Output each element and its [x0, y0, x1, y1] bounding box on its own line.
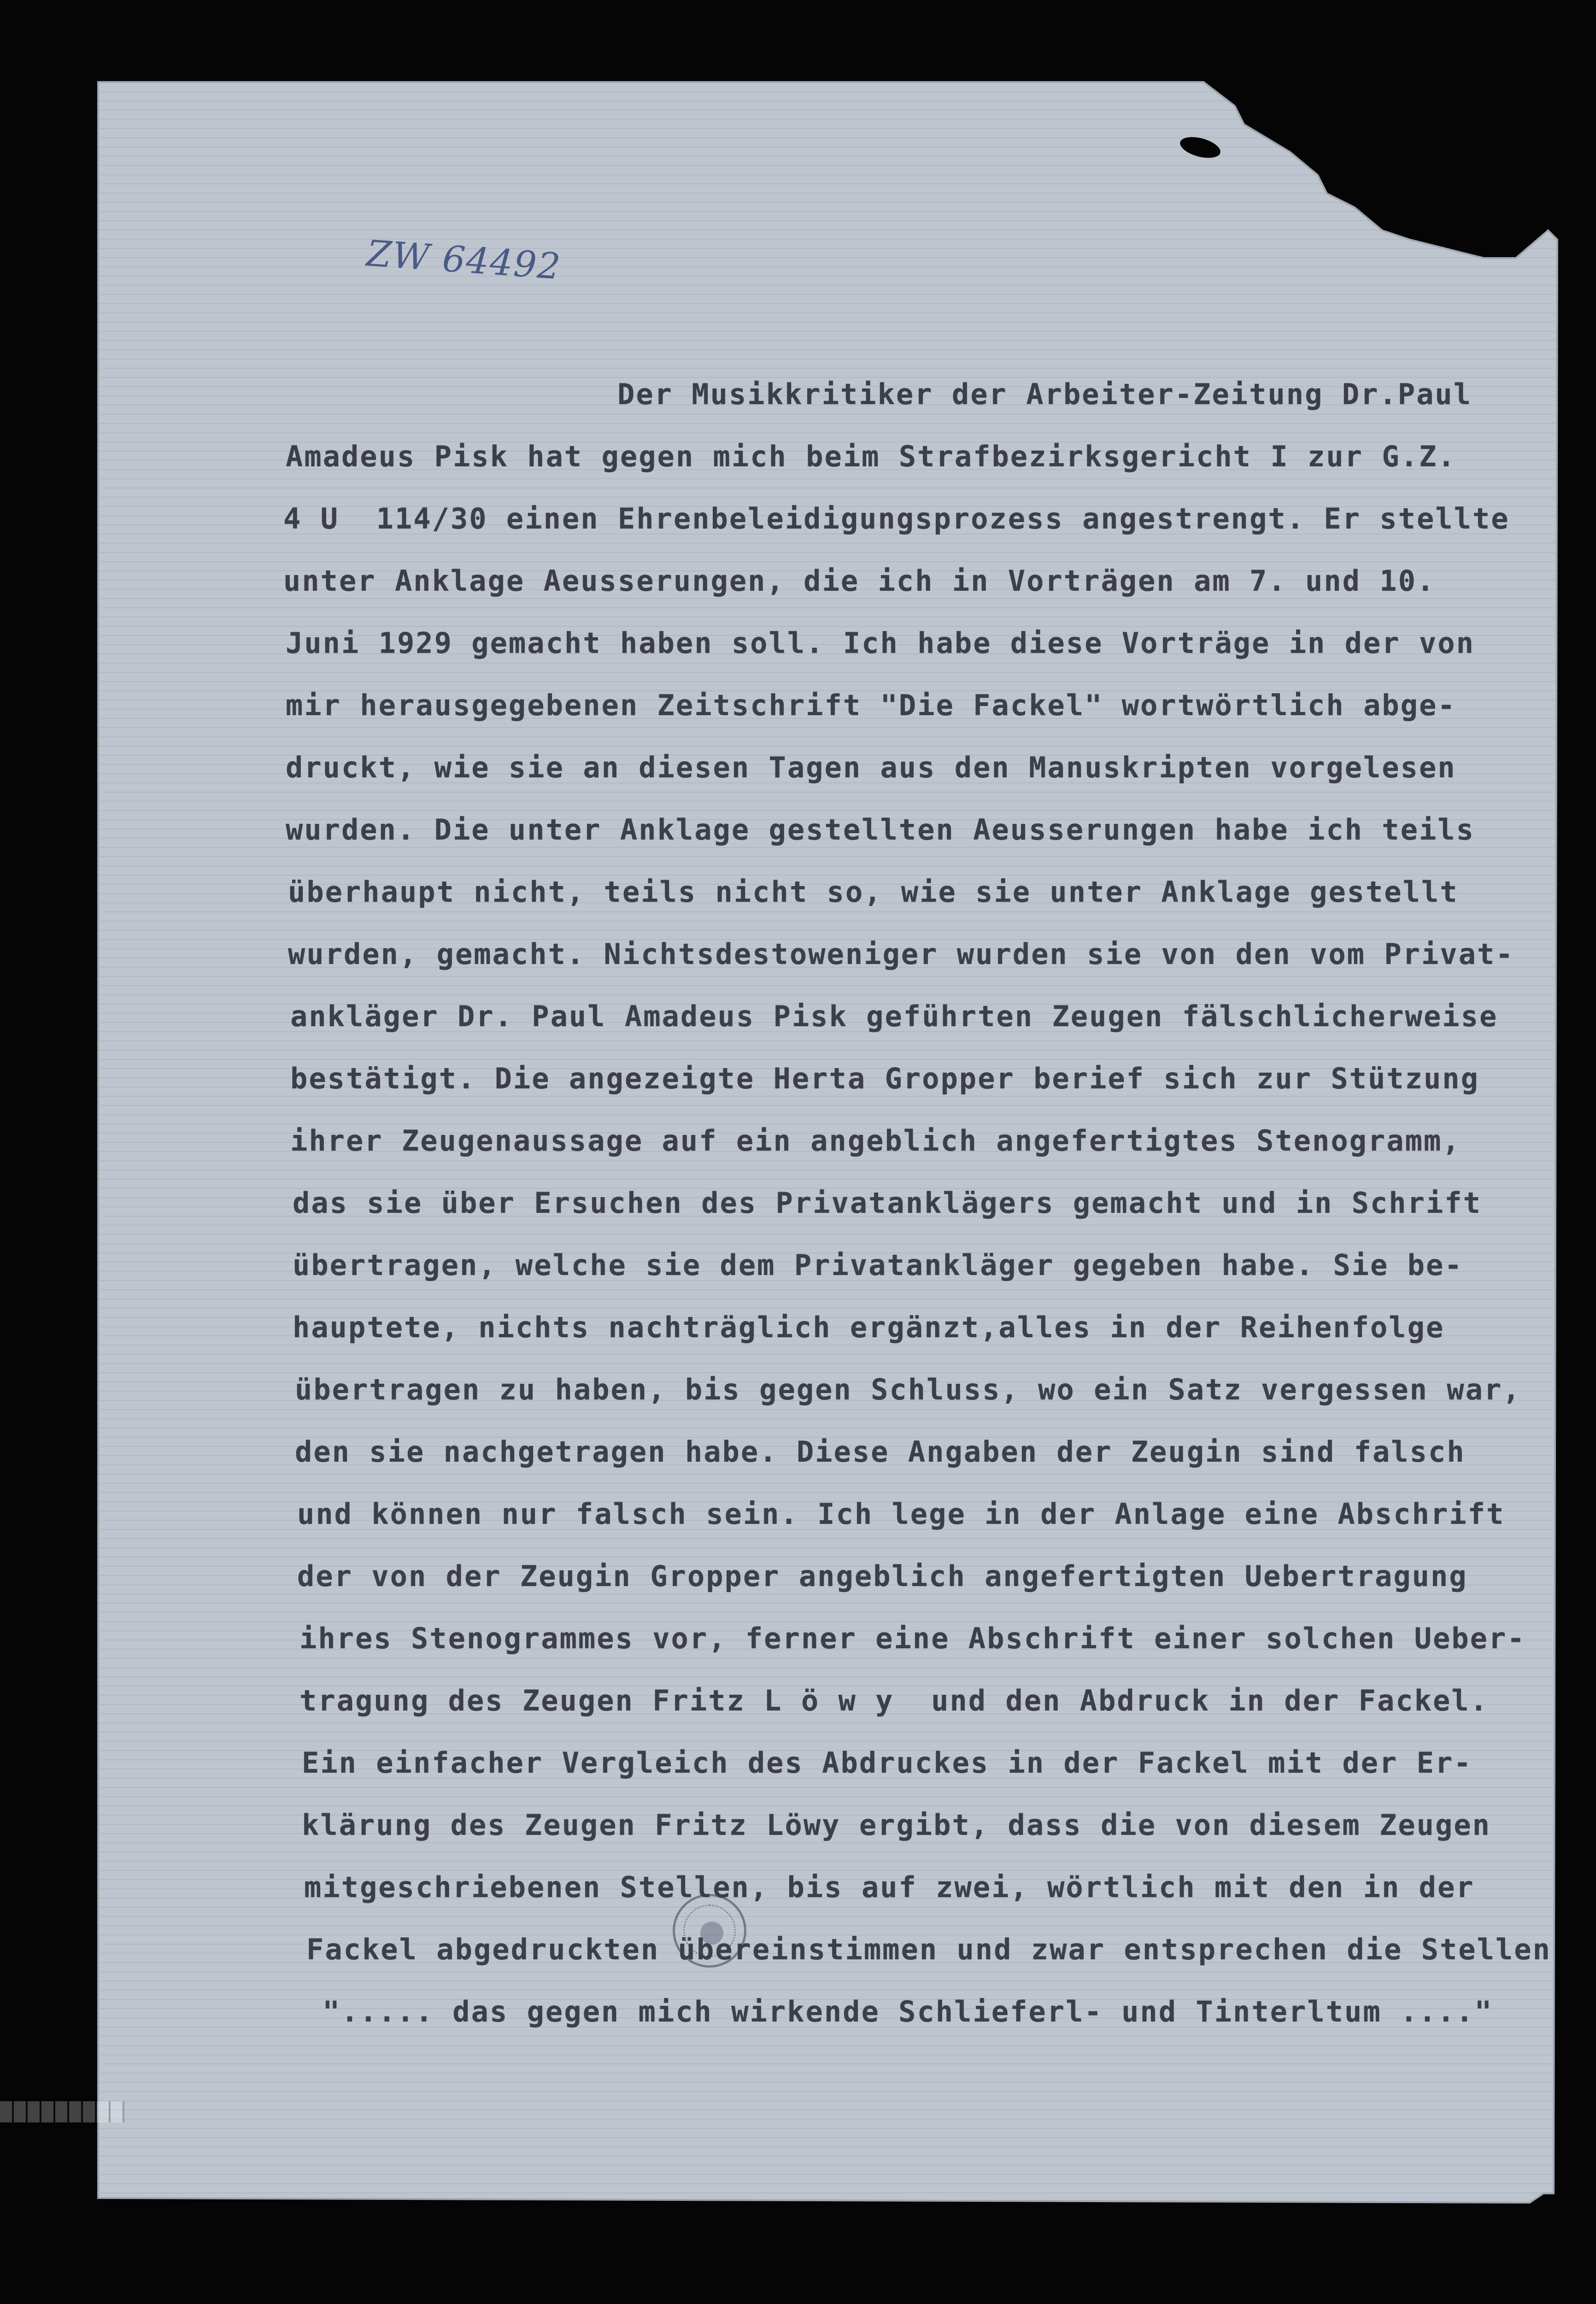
text-line: das sie über Ersuchen des Privatanklägers gemacht und in Schrift	[293, 1186, 1482, 1220]
text-line: wurden, gemacht. Nichtsdestoweniger wurden sie von den vom Privat-	[288, 937, 1514, 971]
text-line: Amadeus Pisk hat gegen mich beim Strafbezirksgericht I zur G.Z.	[286, 440, 1456, 473]
text-line: unter Anklage Aeusserungen, die ich in Vorträgen am 7. und 10.	[283, 564, 1436, 598]
text-line: druckt, wie sie an diesen Tagen aus den Manuskripten vorgelesen	[286, 751, 1456, 784]
text-line: mitgeschriebenen Stellen, bis auf zwei, wörtlich mit den in der	[304, 1870, 1475, 1904]
text-line: Fackel abgedruckten übereinstimmen und zwar entsprechen die Stellen	[306, 1933, 1551, 1966]
text-line: Juni 1929 gemacht haben soll. Ich habe diese Vorträge in der von	[286, 626, 1475, 660]
text-line: tragung des Zeugen Fritz L ö w y und den Abdruck in der Fackel.	[299, 1684, 1489, 1717]
text-line: Der Musikkritiker der Arbeiter-Zeitung Dr.Paul	[617, 377, 1473, 411]
text-line: bestätigt. Die angezeigte Herta Gropper berief sich zur Stützung	[290, 1062, 1479, 1095]
text-line: übertragen zu haben, bis gegen Schluss, wo ein Satz vergessen war,	[295, 1373, 1521, 1406]
text-line: ihres Stenogrammes vor, ferner eine Abschrift einer solchen Ueber-	[299, 1622, 1526, 1655]
text-line: Ein einfacher Vergleich des Abdruckes in der Fackel mit der Er-	[302, 1746, 1473, 1780]
text-line: übertragen, welche sie dem Privatankläger gegeben habe. Sie be-	[293, 1248, 1463, 1282]
text-line: "..... das gegen mich wirkende Schlieferl- und Tinterltum ...."	[323, 1995, 1493, 2028]
text-line: ankläger Dr. Paul Amadeus Pisk geführten Zeugen fälschlicherweise	[290, 999, 1498, 1033]
text-line: 4 U 114/30 einen Ehrenbeleidigungsprozess angestrengt. Er stellte	[283, 502, 1510, 535]
archive-stamp	[673, 1894, 746, 1968]
text-line: hauptete, nichts nachträglich ergänzt,alles in der Reihenfolge	[293, 1311, 1445, 1344]
text-line: den sie nachgetragen habe. Diese Angaben der Zeugin sind falsch	[295, 1435, 1466, 1469]
text-line: und können nur falsch sein. Ich lege in der Anlage eine Abschrift	[297, 1497, 1505, 1531]
text-line: der von der Zeugin Gropper angeblich angefertigten Uebertragung	[297, 1559, 1468, 1593]
text-line: ihrer Zeugenaussage auf ein angeblich angefertigtes Stenogramm,	[290, 1124, 1461, 1158]
archive-reference-note: ZW 64492	[365, 233, 563, 288]
text-line: klärung des Zeugen Fritz Löwy ergibt, dass die von diesem Zeugen	[302, 1808, 1491, 1842]
text-line: überhaupt nicht, teils nicht so, wie sie unter Anklage gestellt	[288, 875, 1459, 909]
text-line: wurden. Die unter Anklage gestellten Aeusserungen habe ich teils	[286, 813, 1475, 846]
stamp-center	[700, 1922, 723, 1945]
text-line: mir herausgegebenen Zeitschrift "Die Fackel" wortwörtlich abge-	[286, 688, 1456, 722]
